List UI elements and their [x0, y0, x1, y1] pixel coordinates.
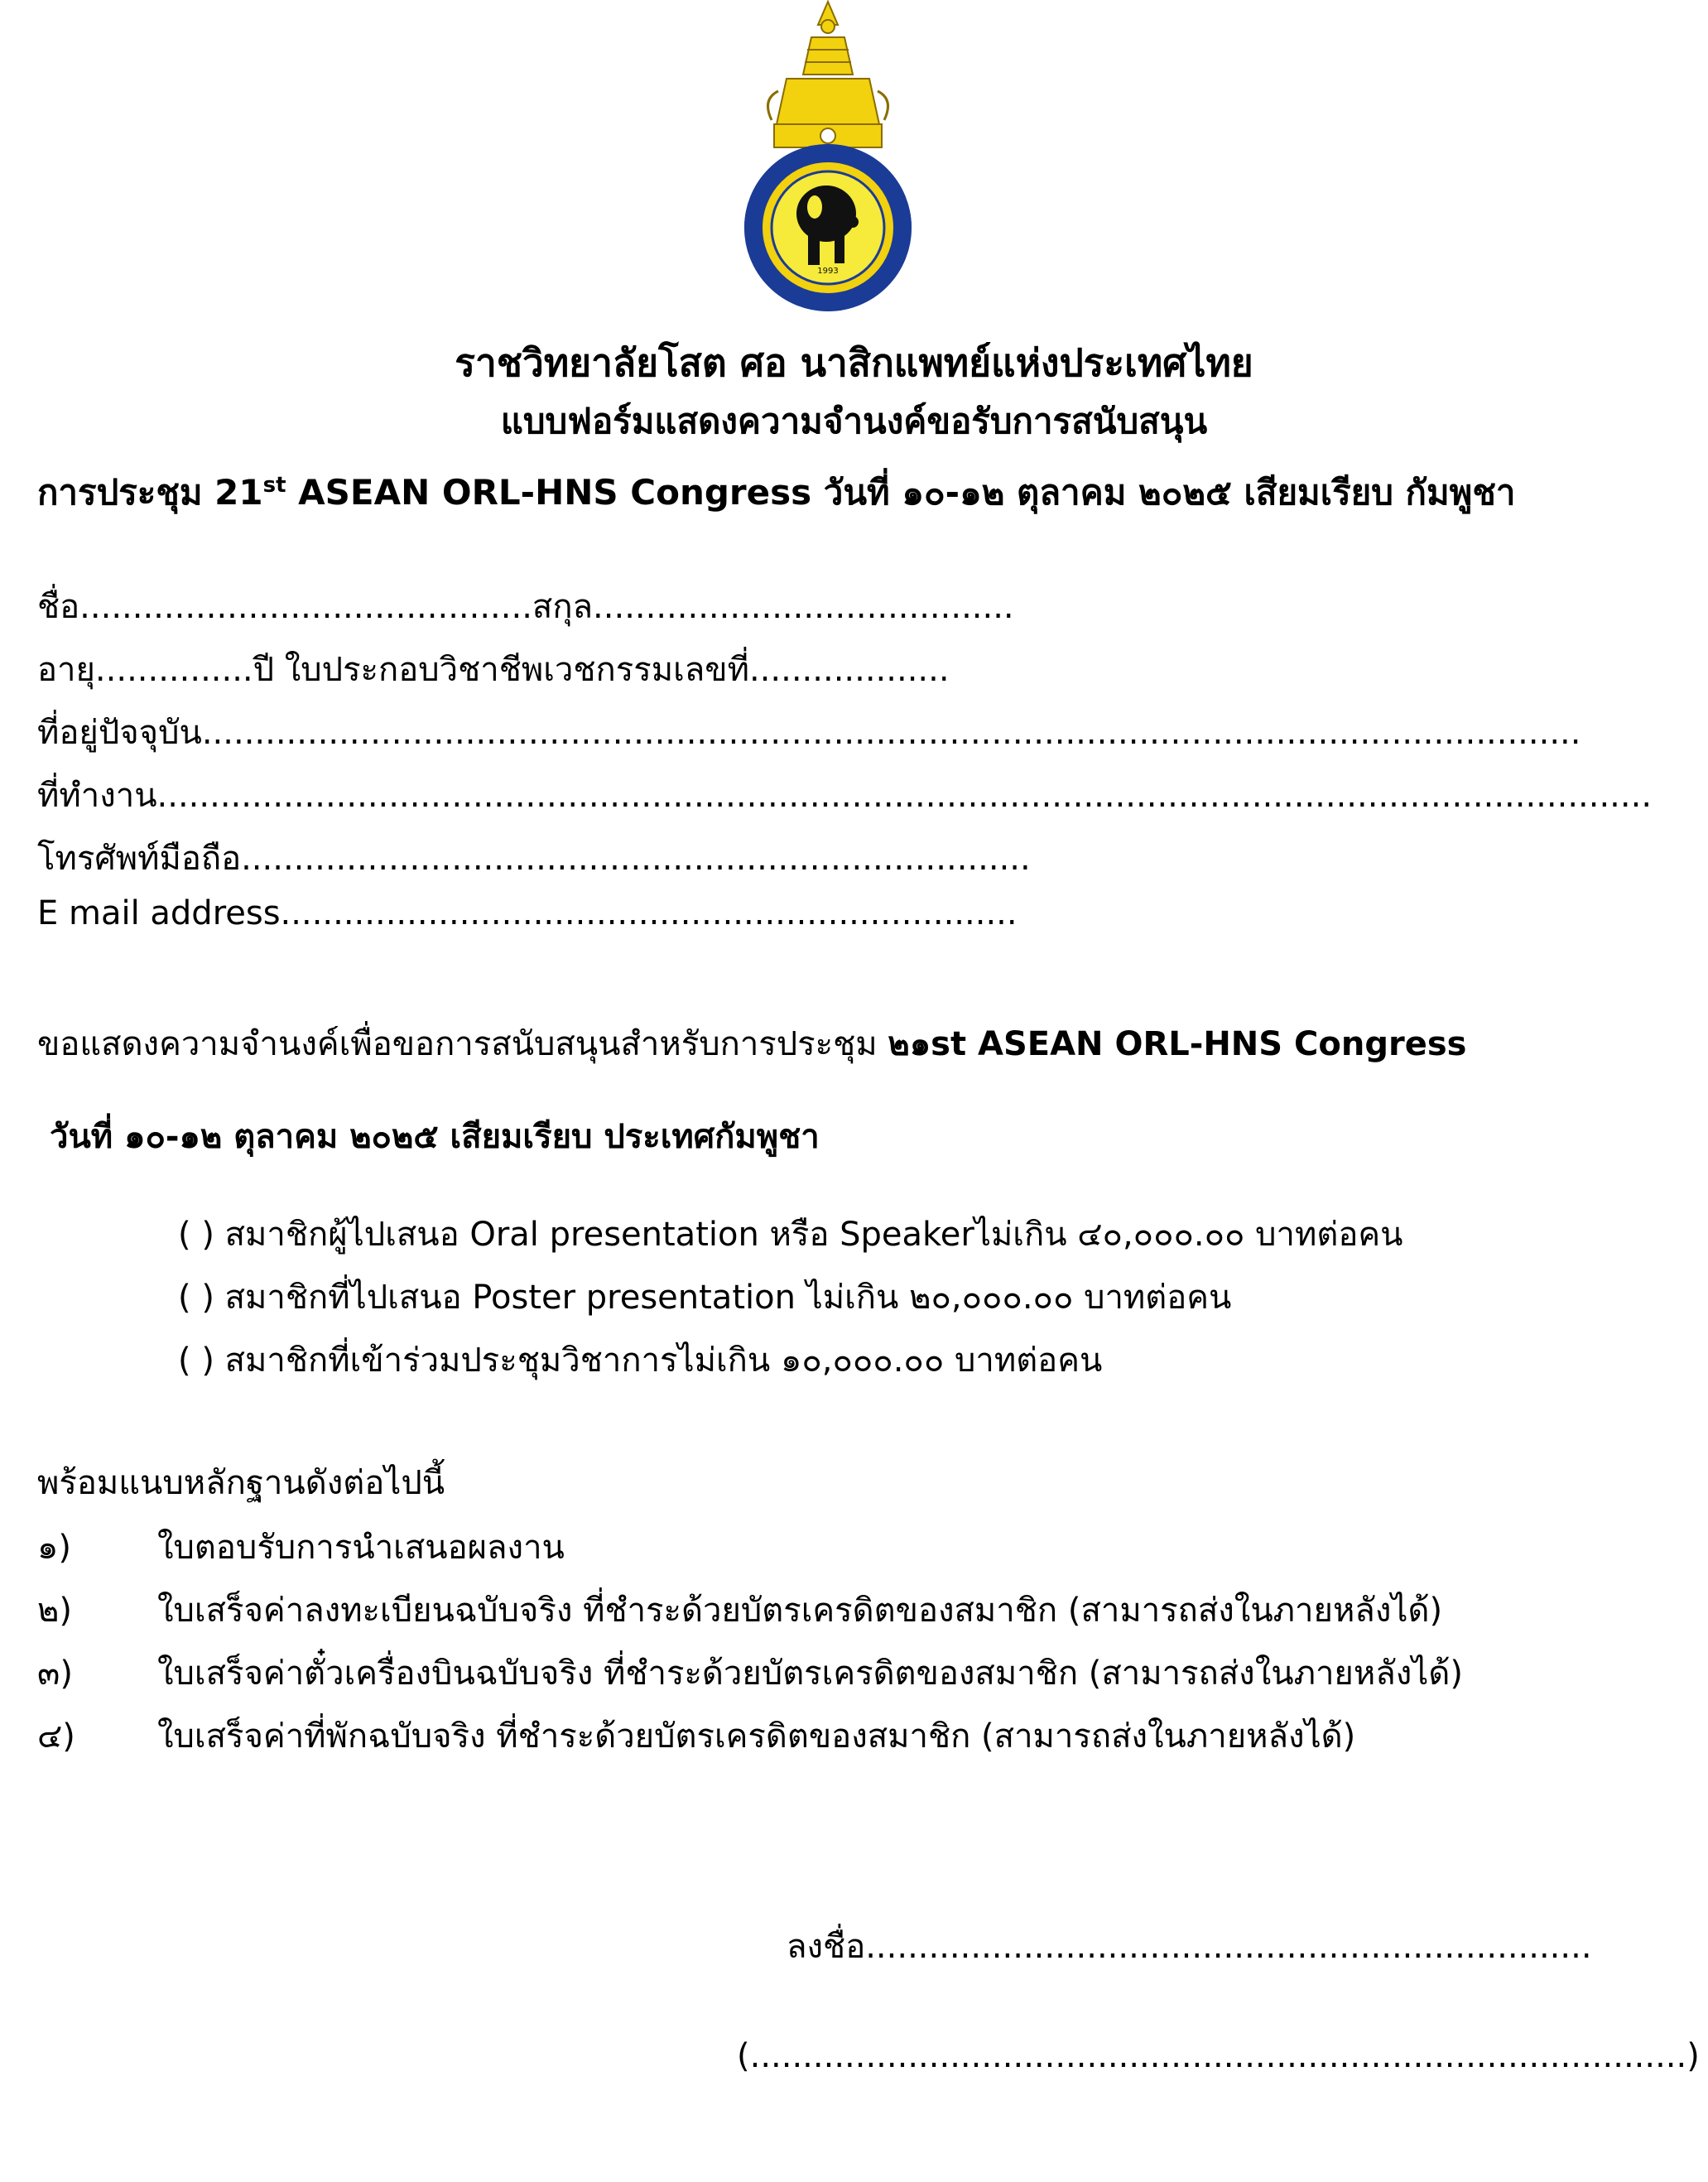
attachment-item: ใบเสร็จค่าที่พักฉบับจริง ที่ชำระด้วยบัตรเครดิตของสมาชิก (สามารถส่งในภายหลังได้) — [157, 1717, 1356, 1756]
printed-name-line[interactable]: (.........................................................................................) — [737, 2037, 1700, 2075]
address-field[interactable]: ที่อยู่ปัจจุบัน................................................................................................................................... — [37, 714, 1581, 752]
workplace-field[interactable]: ที่ทำงาน.............................................................................................................................................. — [37, 777, 1653, 815]
form-title: แบบฟอร์มแสดงความจำนงค์ขอรับการสนับสนุน — [500, 401, 1208, 441]
attachment-number: ๓) — [37, 1655, 73, 1693]
attachment-item: ใบเสร็จค่าตั๋วเครื่องบินฉบับจริง ที่ชำระด้วยบัตรเครดิตของสมาชิก (สามารถส่งในภายหลังได้) — [157, 1655, 1463, 1693]
request-date-location: วันที่ ๑๐-๑๒ ตุลาคม ๒๐๒๕ เสียมเรียบ ประเทศกัมพูชา — [50, 1118, 820, 1156]
request-statement — [37, 1017, 1466, 1070]
congress-title-suffix: ASEAN ORL-HNS Congress วันที่ ๑๐-๑๒ ตุลาคม ๒๐๒๕ เสียมเรียบ กัมพูชา — [286, 472, 1516, 513]
svg-text:1993: 1993 — [817, 267, 839, 276]
congress-title-prefix: การประชุม 21 — [37, 472, 263, 513]
attachment-item: ใบตอบรับการนำเสนอผลงาน — [157, 1529, 565, 1567]
seal-ring — [747, 147, 909, 309]
request-text: ขอแสดงความจำนงค์เพื่อขอการสนับสนุนสำหรับการประชุม — [37, 1025, 888, 1063]
congress-title — [37, 465, 1515, 520]
college-title: ราชวิทยาลัยโสต ศอ นาสิกแพทย์แห่งประเทศไทย — [455, 340, 1253, 385]
phone-field[interactable]: โทรศัพท์มือถือ........................................................................... — [37, 840, 1031, 878]
attachment-number: ๑) — [37, 1529, 71, 1567]
college-emblem-logo — [729, 0, 927, 315]
crown-emblem — [768, 2, 888, 147]
age-license-field[interactable]: อายุ...............ปี ใบประกอบวิชาชีพเวชกรรมเลขที่................... — [37, 651, 950, 689]
request-congress-name: ๒๑st ASEAN ORL-HNS Congress — [888, 1025, 1467, 1063]
attachment-number: ๒) — [37, 1592, 72, 1630]
email-field[interactable]: E mail address...................................................................... — [37, 894, 1018, 932]
signature-line[interactable]: ลงชื่อ..................................................................... — [787, 1928, 1592, 1966]
option-attendee[interactable]: ( ) สมาชิกที่เข้าร่วมประชุมวิชาการไม่เกิน ๑๐,๐๐๐.๐๐ บาทต่อคน — [178, 1341, 1103, 1380]
attachment-item: ใบเสร็จค่าลงทะเบียนฉบับจริง ที่ชำระด้วยบัตรเครดิตของสมาชิก (สามารถส่งในภายหลังได้) — [157, 1592, 1443, 1630]
option-poster-presentation[interactable]: ( ) สมาชิกที่ไปเสนอ Poster presentation ไม่เกิน ๒๐,๐๐๐.๐๐ บาทต่อคน — [178, 1279, 1232, 1317]
attachments-heading: พร้อมแนบหลักฐานดังต่อไปนี้ — [37, 1464, 445, 1502]
option-oral-presentation[interactable]: ( ) สมาชิกผู้ไปเสนอ Oral presentation หรือ Speakerไม่เกิน ๔๐,๐๐๐.๐๐ บาทต่อคน — [178, 1216, 1403, 1254]
name-field[interactable]: ชื่อ...........................................สกุล........................................ — [37, 588, 1014, 626]
attachment-number: ๔) — [37, 1717, 75, 1756]
congress-title-sup: st — [262, 473, 286, 498]
